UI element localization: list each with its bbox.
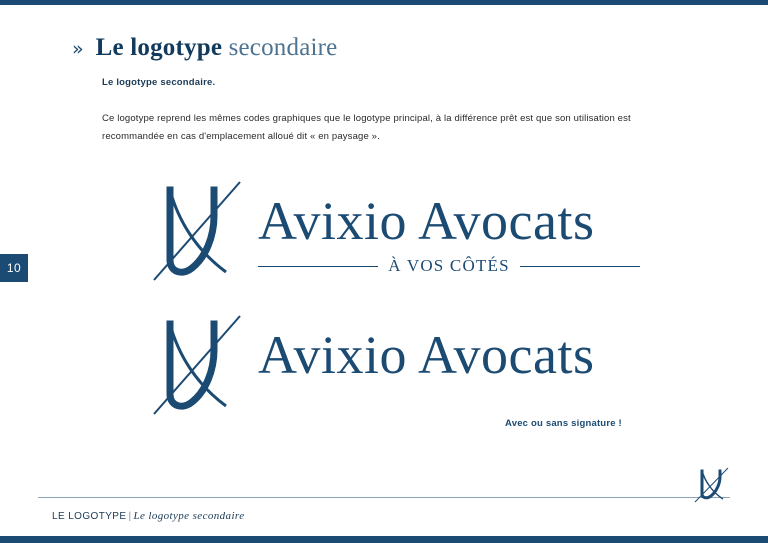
bottom-accent-bar — [0, 536, 768, 543]
logo-wordmark: Avixio Avocats — [258, 191, 595, 251]
logo-variant-with-signature — [140, 176, 640, 286]
avixio-monogram-icon — [140, 310, 260, 420]
logo-tagline: À VOS CÔTÉS — [388, 256, 510, 275]
tagline-rule-right — [520, 266, 640, 267]
page-title-row — [72, 34, 337, 62]
logo-wordmark: Avixio Avocats — [258, 325, 595, 385]
section-subtitle: Le logotype secondaire. — [102, 77, 216, 88]
logo-variant-without-signature — [140, 310, 640, 420]
page-title — [96, 34, 338, 62]
page-title-main: Le logotype — [95, 34, 229, 61]
double-chevron-right-icon: » — [72, 37, 84, 60]
logo-tagline-row — [258, 256, 640, 276]
top-accent-bar — [0, 0, 768, 5]
tagline-rule-left — [258, 266, 378, 267]
footer-divider — [38, 497, 730, 498]
page-number-badge: 10 — [0, 254, 28, 282]
footer-breadcrumb — [52, 510, 244, 522]
footer-separator: | — [128, 511, 132, 522]
avixio-monogram-small-icon — [690, 466, 736, 504]
section-paragraph: Ce logotype reprend les mêmes codes graphiques que le logotype principal, à la différence prêt est que son utilisation est recommandée en cas d'emplacement alloué dit « en paysage ». — [102, 113, 631, 142]
page-title-light: secondaire — [228, 34, 338, 61]
footer-section: Le logotype secondaire — [133, 510, 245, 522]
footer-label: LE LOGOTYPE — [52, 511, 127, 522]
avixio-monogram-icon — [140, 176, 260, 286]
signature-note: Avec ou sans signature ! — [505, 418, 622, 429]
